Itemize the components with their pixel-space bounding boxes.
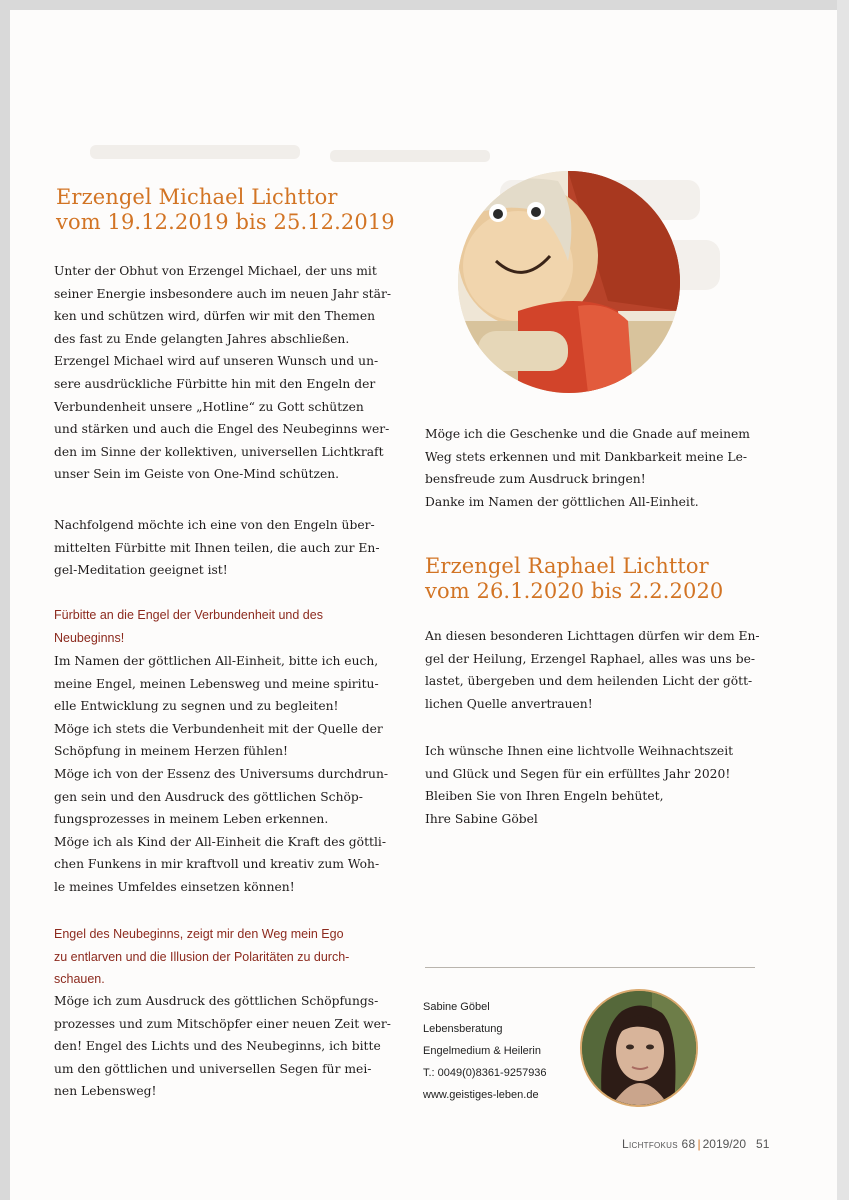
prayer-heading: [54, 604, 323, 649]
contact-website[interactable]: www.geistiges-leben.de: [423, 1089, 539, 1101]
text-line: Schöpfung in meinem Herzen fühlen!: [54, 744, 289, 759]
text-line: den im Sinne der kollektiven, universellen Lichtkraft: [54, 444, 384, 459]
ego-text: [54, 990, 391, 1103]
text-line: Bleiben Sie von Ihren Engeln behütet,: [425, 789, 664, 804]
contact-name: Sabine Göbel: [423, 1001, 490, 1013]
text-line: Im Namen der göttlichen All-Einheit, bitte ich euch,: [54, 654, 379, 668]
raphael-paragraph: [425, 625, 760, 715]
text-line: Weg stets erkennen und mit Dankbarkeit meine Le-: [425, 449, 748, 464]
text-line: den! Engel des Lichts und des Neubeginns, ich bitte: [54, 1039, 381, 1054]
text-line: unser Sein im Geiste von One-Mind schützen.: [54, 467, 340, 482]
text-line: Möge ich von der Essenz des Universums durchdrun-: [54, 766, 389, 781]
text-line: Danke im Namen der göttlichen All-Einheit.: [425, 494, 699, 509]
text-line: le meines Umfeldes einsetzen können!: [54, 879, 295, 894]
footer-issue: 2019/20: [702, 1137, 746, 1151]
closing-paragraph: [425, 740, 733, 830]
text-line: Verbundenheit unsere „Hotline“ zu Gott schützen: [54, 399, 364, 414]
text-line: fungsprozesses in meinem Leben erkennen.: [54, 812, 329, 827]
intro-paragraph: [54, 260, 391, 486]
heading-raphael-line1: Erzengel Raphael Lichttor: [425, 554, 709, 578]
text-line: Nachfolgend möchte ich eine von den Engeln über-: [54, 518, 375, 532]
text-line: Möge ich als Kind der All-Einheit die Kraft des göttli-: [54, 834, 386, 849]
text-line: seiner Energie insbesondere auch im neuen Jahr stär-: [54, 286, 391, 301]
author-portrait-illustration: [582, 991, 696, 1105]
text-line: Engel des Neubeginns, zeigt mir den Weg mein Ego: [54, 927, 344, 941]
text-line: um den göttlichen und universellen Segen für mei-: [54, 1061, 372, 1076]
text-line: meine Engel, meinen Lebensweg und meine spiritu-: [54, 676, 379, 691]
text-line: Möge ich stets die Verbundenheit mit der Quelle der: [54, 721, 383, 736]
signature-line: Ihre Sabine Göbel: [425, 811, 538, 826]
angel-figure-photo: [458, 171, 680, 393]
text-line: ken und schützen wird, dürfen wir mit den Themen: [54, 309, 376, 324]
author-portrait: [580, 989, 698, 1107]
text-line: An diesen besonderen Lichttagen dürfen wir dem En-: [425, 629, 760, 643]
text-line: Möge ich die Geschenke und die Gnade auf meinem: [425, 427, 750, 441]
text-line: Fürbitte an die Engel der Verbundenheit und des: [54, 608, 323, 622]
text-line: bensfreude zum Ausdruck bringen!: [425, 472, 646, 487]
text-line: und stärken und auch die Engel des Neubeginns wer-: [54, 422, 390, 437]
text-line: zu entlarven und die Illusion der Polaritäten zu durch-: [54, 949, 350, 964]
heading-michael-line2: vom 19.12.2019 bis 25.12.2019: [56, 210, 395, 234]
text-line: mittelten Fürbitte mit Ihnen teilen, die auch zur En-: [54, 540, 380, 555]
text-line: und Glück und Segen für ein erfülltes Jahr 2020!: [425, 766, 731, 781]
ego-heading: [54, 923, 349, 991]
text-line: nen Lebensweg!: [54, 1084, 157, 1099]
angel-figure-illustration: [458, 171, 680, 393]
scan-border-top: [0, 0, 849, 10]
text-line: Ich wünsche Ihnen eine lichtvolle Weihnachtszeit: [425, 744, 734, 758]
text-line: chen Funkens in mir kraftvoll und kreativ zum Woh-: [54, 857, 380, 872]
text-line: schauen.: [54, 972, 105, 987]
magazine-page: [10, 10, 837, 1200]
heading-michael-line1: Erzengel Michael Lichttor: [56, 185, 338, 209]
text-line: elle Entwicklung zu segnen und zu begleiten!: [54, 699, 339, 714]
continuation-paragraph: [425, 423, 750, 513]
heading-raphael-line2: vom 26.1.2020 bis 2.2.2020: [425, 579, 724, 603]
text-line: lastet, übergeben und dem heilenden Licht der gött-: [425, 674, 753, 689]
text-line: gen sein und den Ausdruck des göttlichen Schöp-: [54, 789, 363, 804]
text-line: gel der Heilung, Erzengel Raphael, alles was uns be-: [425, 651, 755, 666]
contact-role: Lebensberatung: [423, 1023, 503, 1035]
scan-border-left: [0, 0, 10, 1200]
footer-page-number: 51: [756, 1137, 770, 1151]
contact-title: Engelmedium & Heilerin: [423, 1045, 541, 1057]
footer-separator: |: [697, 1137, 701, 1151]
text-line: prozesses und zum Mitschöpfer einer neuen Zeit wer-: [54, 1016, 391, 1031]
text-line: Möge ich zum Ausdruck des göttlichen Schöpfungs-: [54, 994, 379, 1008]
text-line: Unter der Obhut von Erzengel Michael, der uns mit: [54, 264, 377, 278]
page-footer: [622, 1137, 769, 1151]
text-line: des fast zu Ende gelangten Jahres abschließen.: [54, 331, 350, 346]
footer-magazine: Lichtfokus 68: [622, 1137, 696, 1151]
heading-michael: [56, 185, 395, 235]
contact-phone: T.: 0049(0)8361-9257936: [423, 1067, 547, 1079]
contact-block: [423, 996, 547, 1106]
divider-rule: [425, 967, 755, 968]
text-line: Erzengel Michael wird auf unseren Wunsch und un-: [54, 354, 379, 369]
text-line: lichen Quelle anvertrauen!: [425, 696, 593, 711]
scan-border-right: [837, 0, 849, 1200]
text-line: gel-Meditation geeignet ist!: [54, 563, 228, 578]
text-line: Neubeginns!: [54, 630, 125, 645]
heading-raphael: [425, 554, 723, 604]
sharing-paragraph: [54, 514, 379, 582]
text-line: sere ausdrückliche Fürbitte hin mit den Engeln der: [54, 376, 376, 391]
prayer-text: [54, 650, 388, 899]
